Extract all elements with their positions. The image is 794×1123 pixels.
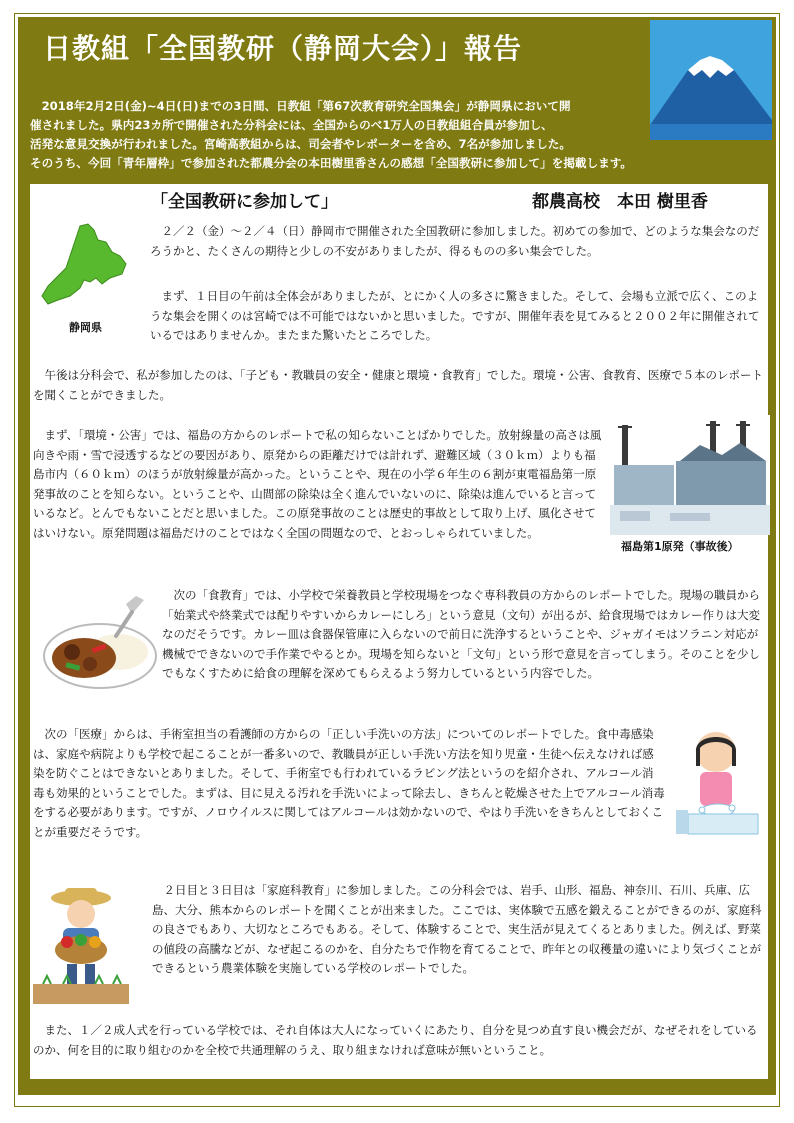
intro-text — [30, 97, 645, 173]
caption-shizuoka: 静岡県 — [69, 321, 102, 334]
intro-line: 2018年2月2日(金)~4日(日)までの3日間、日教組「第67次教育研究全国集会」が静岡県において開 — [30, 99, 571, 113]
farmer-icon — [33, 884, 129, 1004]
paragraph: ２日目と３日目は「家庭科教育」に参加しました。この分科会では、岩手、山形、福島、神奈川、石川、兵庫、広島、大分、熊本からのレポートを聞くことが出来ました。ここでは、実体験で五感を鍛えることができるのが、家庭科の良さでもあり、大切なところでもある。そして、体験することで、実生活が見えてくるとありました。例えば、野菜の値段の高騰などが、なぜ起こるのかを、自分たちで作物を育てることで、昨年との収穫量の違いにより気づくことができるという農業体験を実施している学校のレポートでした。 — [152, 883, 762, 975]
paragraph: まず、１日目の午前は全体会がありましたが、とにかく人の多さに驚きました。そして、会場も立派で広く、このような集会を開くのは宮崎では不可能ではないかと思いました。ですが、開催年表を見てみると２００２年に開催されているではありませんか。またまた驚いたところでした。 — [150, 289, 760, 342]
paragraph: また、１／２成人式を行っている学校では、それ自体は大人になっていくにあたり、自分を見つめ直す良い機会だが、なぜそれをしているのか、何を目的に取り組むのかを全校で共通理解のうえ、取り組まなければ意味が無いということ。 — [33, 1023, 758, 1057]
caption-plant: 福島第1原発（事故後） — [621, 540, 739, 553]
page-title: 日教組「全国教研（静岡大会）」報告 — [43, 32, 523, 65]
paragraph: 午後は分科会で、私が参加したのは、「子ども・教職員の安全・健康と環境・食教育」でした。環境・公害、食教育、医療で５本のレポートを聞くことができました。 — [33, 368, 764, 402]
paragraph: ２／２（金）～２／４（日）静岡市で開催された全国教研に参加しました。初めての参加で、どのような集会なのだろうかと、たくさんの期待と少しの不安がありましたが、得るものの多い集会でした。 — [150, 224, 760, 258]
article-author: 都農高校 本田 樹里香 — [532, 192, 708, 212]
shizuoka-map-icon — [40, 222, 132, 310]
curry-rice-icon — [40, 592, 158, 692]
article-title: 「全国教研に参加して」 — [151, 192, 338, 212]
intro-line: 催されました。県内23カ所で開催された分科会には、全国からのべ1万人の日教組組合員が参加し、 — [30, 118, 553, 132]
intro-line: そのうち、今回「青年層枠」で参加された都農分会の本田樹里香さんの感想「全国教研に参加して」を掲載します。 — [30, 156, 632, 170]
paragraph: まず、「環境・公害」では、福島の方からのレポートで私の知らないことばかりでした。放射線量の高さは風向きや雨・雪で浸透するなどの要因があり、原発からの距離だけでは計れず、避難区域（３０ｋｍ）よりも福島市内（６０ｋｍ）のほうが放射線量が高かった。ということや、現在の小学６年生の６割が東電福島第一原発事故のことを知らない。ということや、山間部の除染は全く進んでいないのに、除染は進んでいると言っているなど。とんでもないことだと思いました。この原発事故のことは歴史的事故として取り上げ、風化させてはいけない。原発問題は福島だけのことではなく全国の問題なので、とおっしゃられていました。 — [33, 428, 602, 540]
handwashing-girl-icon — [672, 726, 768, 842]
paragraph: 次の「食教育」では、小学校で栄養教員と学校現場をつなぐ専科教員の方からのレポートでした。現場の職員から「始業式や終業式では配りやすいからカレーにしろ」という意見（文句）が出るが、給食現場ではカレー作りは大変なのだそうです。カレー皿は食器保管庫に入らないので前日に洗浄するということや、ジャガイモはソラニン対応が機械でできないので手作業でやるとか。現場を知らないと「文句」という形で意見を言ってしまう。そのことを少しでもなくすために給食の理解を深めてもらえるよう努力しているという内容でした。 — [162, 588, 760, 680]
paragraph: 次の「医療」からは、手術室担当の看護師の方からの「正しい手洗いの方法」についてのレポートでした。食中毒感染は、家庭や病院よりも学校で起こることが一番多いので、教職員が正しい手洗い方法を知り児童・生徒へ伝えなければ感染を防ぐことはできないとありました。そして、手術室でも行われているラビング法というのを紹介され、アルコール消毒も効果的ということでした。まずは、目に見える汚れを手洗いによって除去し、きちんと乾燥させた上でアルコール消毒をする必要があります。ですが、ノロウイルスに関してはアルコールは効かないので、やはり手洗いをきちんとしておくことが重要だそうです。 — [33, 727, 665, 839]
nuclear-plant-icon — [610, 415, 770, 535]
mount-fuji-icon — [650, 20, 772, 140]
intro-line: 活発な意見交換が行われました。宮崎高教組からは、司会者やレポーターを含め、7名が参加しました。 — [30, 137, 571, 151]
